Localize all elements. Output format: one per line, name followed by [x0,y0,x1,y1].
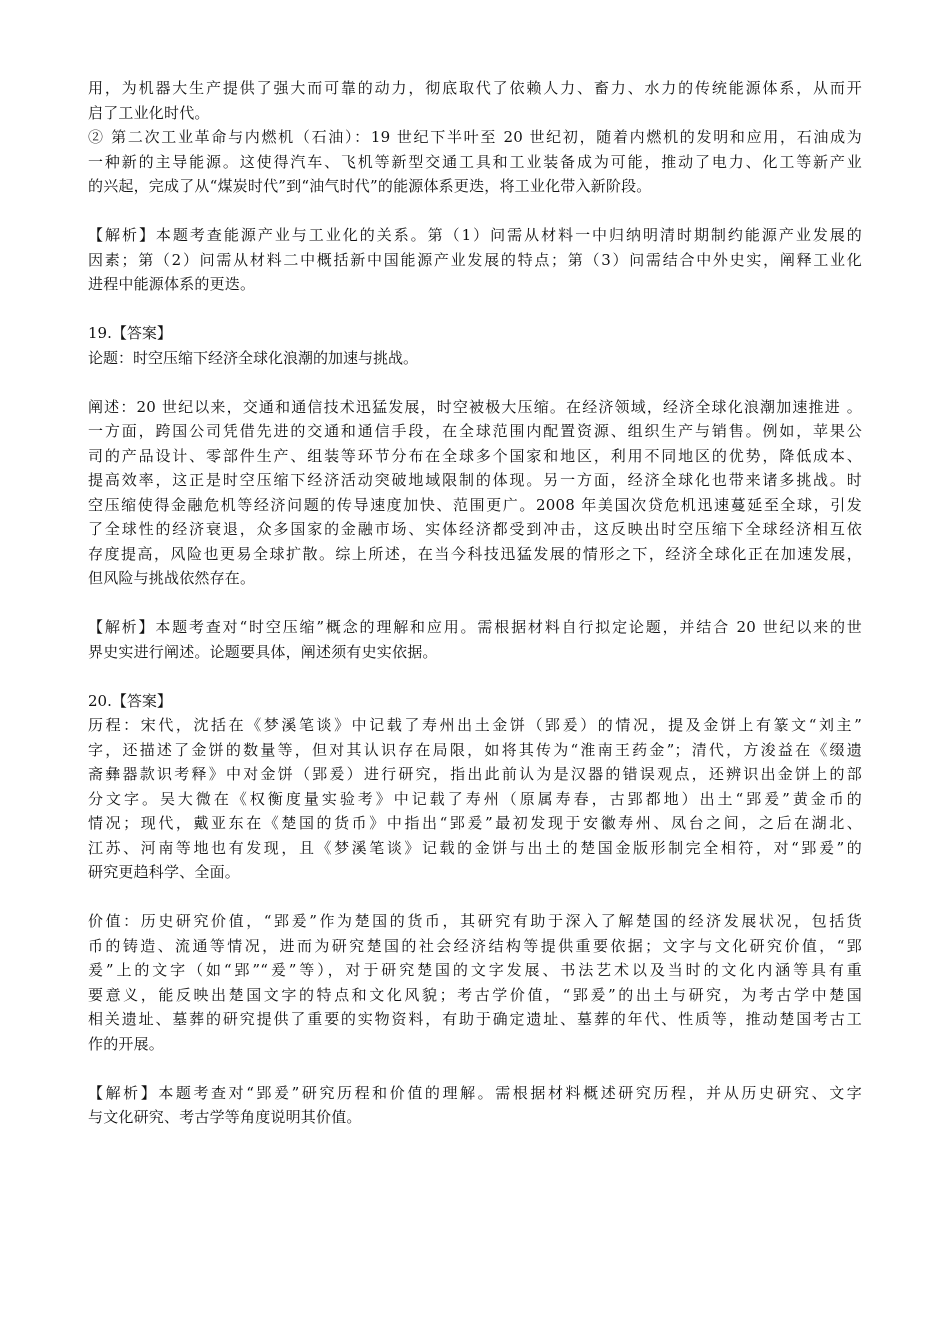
text-line: 的兴起，完成了从“煤炭时代”到“油气时代”的能源体系更迭，将工业化带入新阶段。 [88,177,652,195]
q19-thesis: 论题：时空压缩下经济全球化浪潮的加速与挑战。 [88,348,419,367]
text-line: 要意义，能反映出楚国文字的特点和文化风貌；考古学价值，“郢爰”的出土与研究，为考古学中楚国 [88,985,862,1004]
text-line: 斋彝器款识考释》中对金饼（郢爰）进行研究，指出此前认为是汉器的错误观点，还辨识出金饼上的部 [88,765,862,783]
q18-analysis [88,223,862,297]
text-line: 提高效率，这正是时空压缩下经济活动突破地域限制的体现。另一方面，经济全球化也带来诸多挑战。时 [88,471,862,489]
q20-analysis [88,1081,862,1130]
q19-elaboration [88,395,862,591]
text-line: 了全球性的经济衰退，众多国家的金融市场、实体经济都受到冲击，这反映出时空压缩下全球经济相互依 [88,520,862,538]
q19-heading: 19.【答案】 [88,324,172,342]
text-line: 空压缩使得金融危机等经济问题的传导速度加快、范围更广。2008 年美国次贷危机迅速蔓延至全球，引发 [88,495,862,514]
text-line: 阐述：20 世纪以来，交通和通信技术迅猛发展，时空被极大压缩。在经济领域，经济全球化浪潮加速推进 。 [88,397,862,416]
text-line: 司的产品设计、零部件生产、组装等环节分布在全球多个国家和地区，利用不同地区的优势，降低成本、 [88,446,862,465]
text-line: 【解析】本题考查对“时空压缩”概念的理解和应用。需根据材料自行拟定论题，并结合 20 世纪以来的世 [88,618,862,636]
text-line: 历程：宋代，沈括在《梦溪笔谈》中记载了寿州出土金饼（郢爰）的情况，提及金饼上有篆文“刘主” [88,716,862,734]
text-line: 相关遗址、墓葬的研究提供了重要的实物资料，有助于确定遗址、墓葬的年代、性质等，推动楚国考古工 [88,1010,862,1028]
q19-answer [88,321,862,370]
q20-value [88,909,862,1056]
text-line: 存度提高，风险也更易全球扩散。综上所述，在当今科技迅猛发展的情形之下，经济全球化正在加速发展， [88,544,862,563]
text-line: 用，为机器大生产提供了强大而可靠的动力，彻底取代了依赖人力、畜力、水力的传统能源体系，从而开 [88,79,862,97]
text-line: 研究更趋科学、全面。 [88,863,241,881]
answer-document [88,76,862,1130]
text-line: 作的开展。 [88,1034,165,1053]
text-line: 【解析】本题考查能源产业与工业化的关系。第（1）问需从材料一中归纳明清时期制约能源产业发展的 [88,226,862,244]
text-line: 江苏、河南等地也有发现，且《梦溪笔谈》记载的金饼与出土的楚国金版形制完全相符，对“郢爰”的 [88,838,862,857]
text-line: 情况；现代，戴亚东在《楚国的货币》中指出“郢爰”最初发现于安徽寿州、凤台之间，之后在湖北、 [88,814,862,832]
text-line: 价值：历史研究价值，“郢爰”作为楚国的货币，其研究有助于深入了解楚国的经济发展状况，包括货 [88,912,862,930]
text-line: 但风险与挑战依然存在。 [88,569,256,587]
text-line: 【解析】本题考查对“郢爰”研究历程和价值的理解。需根据材料概述研究历程，并从历史研究、文字 [88,1083,862,1102]
text-line: 一种新的主导能源。这使得汽车、飞机等新型交通工具和工业装备成为可能，推动了电力、化工等新产业 [88,152,862,171]
text-line: 一方面，跨国公司凭借先进的交通和通信手段，在全球范围内配置资源、组织生产与销售。例如，苹果公 [88,422,862,440]
text-line: ② 第二次工业革命与内燃机（石油）：19 世纪下半叶至 20 世纪初，随着内燃机的发明和应用，石油成为 [88,128,862,146]
text-line: 启了工业化时代。 [88,103,210,122]
q18-answer-continuation [88,76,862,199]
text-line: 与文化研究、考古学等角度说明其价值。 [88,1108,362,1126]
text-line: 分文字。吴大微在《权衡度量实验考》中记载了寿州（原属寿春，古郢都地）出土“郢爰”黄金币的 [88,789,862,808]
text-line: 币的铸造、流通等情况，进而为研究楚国的社会经济结构等提供重要依据；文字与文化研究价值，“郢 [88,936,862,955]
text-line: 因素；第（2）问需从材料二中概括新中国能源产业发展的特点；第（3）问需结合中外史实，阐释工业化 [88,250,862,269]
text-line: 爰”上的文字（如“郢”“爰”等），对于研究楚国的文字发展、书法艺术以及当时的文化内涵等具有重 [88,961,862,979]
text-line: 界史实进行阐述。论题要具体，阐述须有史实依据。 [88,642,438,661]
q20-heading: 20.【答案】 [88,691,172,710]
text-line: 字，还描述了金饼的数量等，但对其认识存在局限，如将其传为“淮南王药金”；清代，方浚益在《缀遗 [88,740,862,759]
q19-analysis [88,615,862,664]
q20-answer [88,689,862,885]
text-line: 进程中能源体系的更迭。 [88,275,256,293]
